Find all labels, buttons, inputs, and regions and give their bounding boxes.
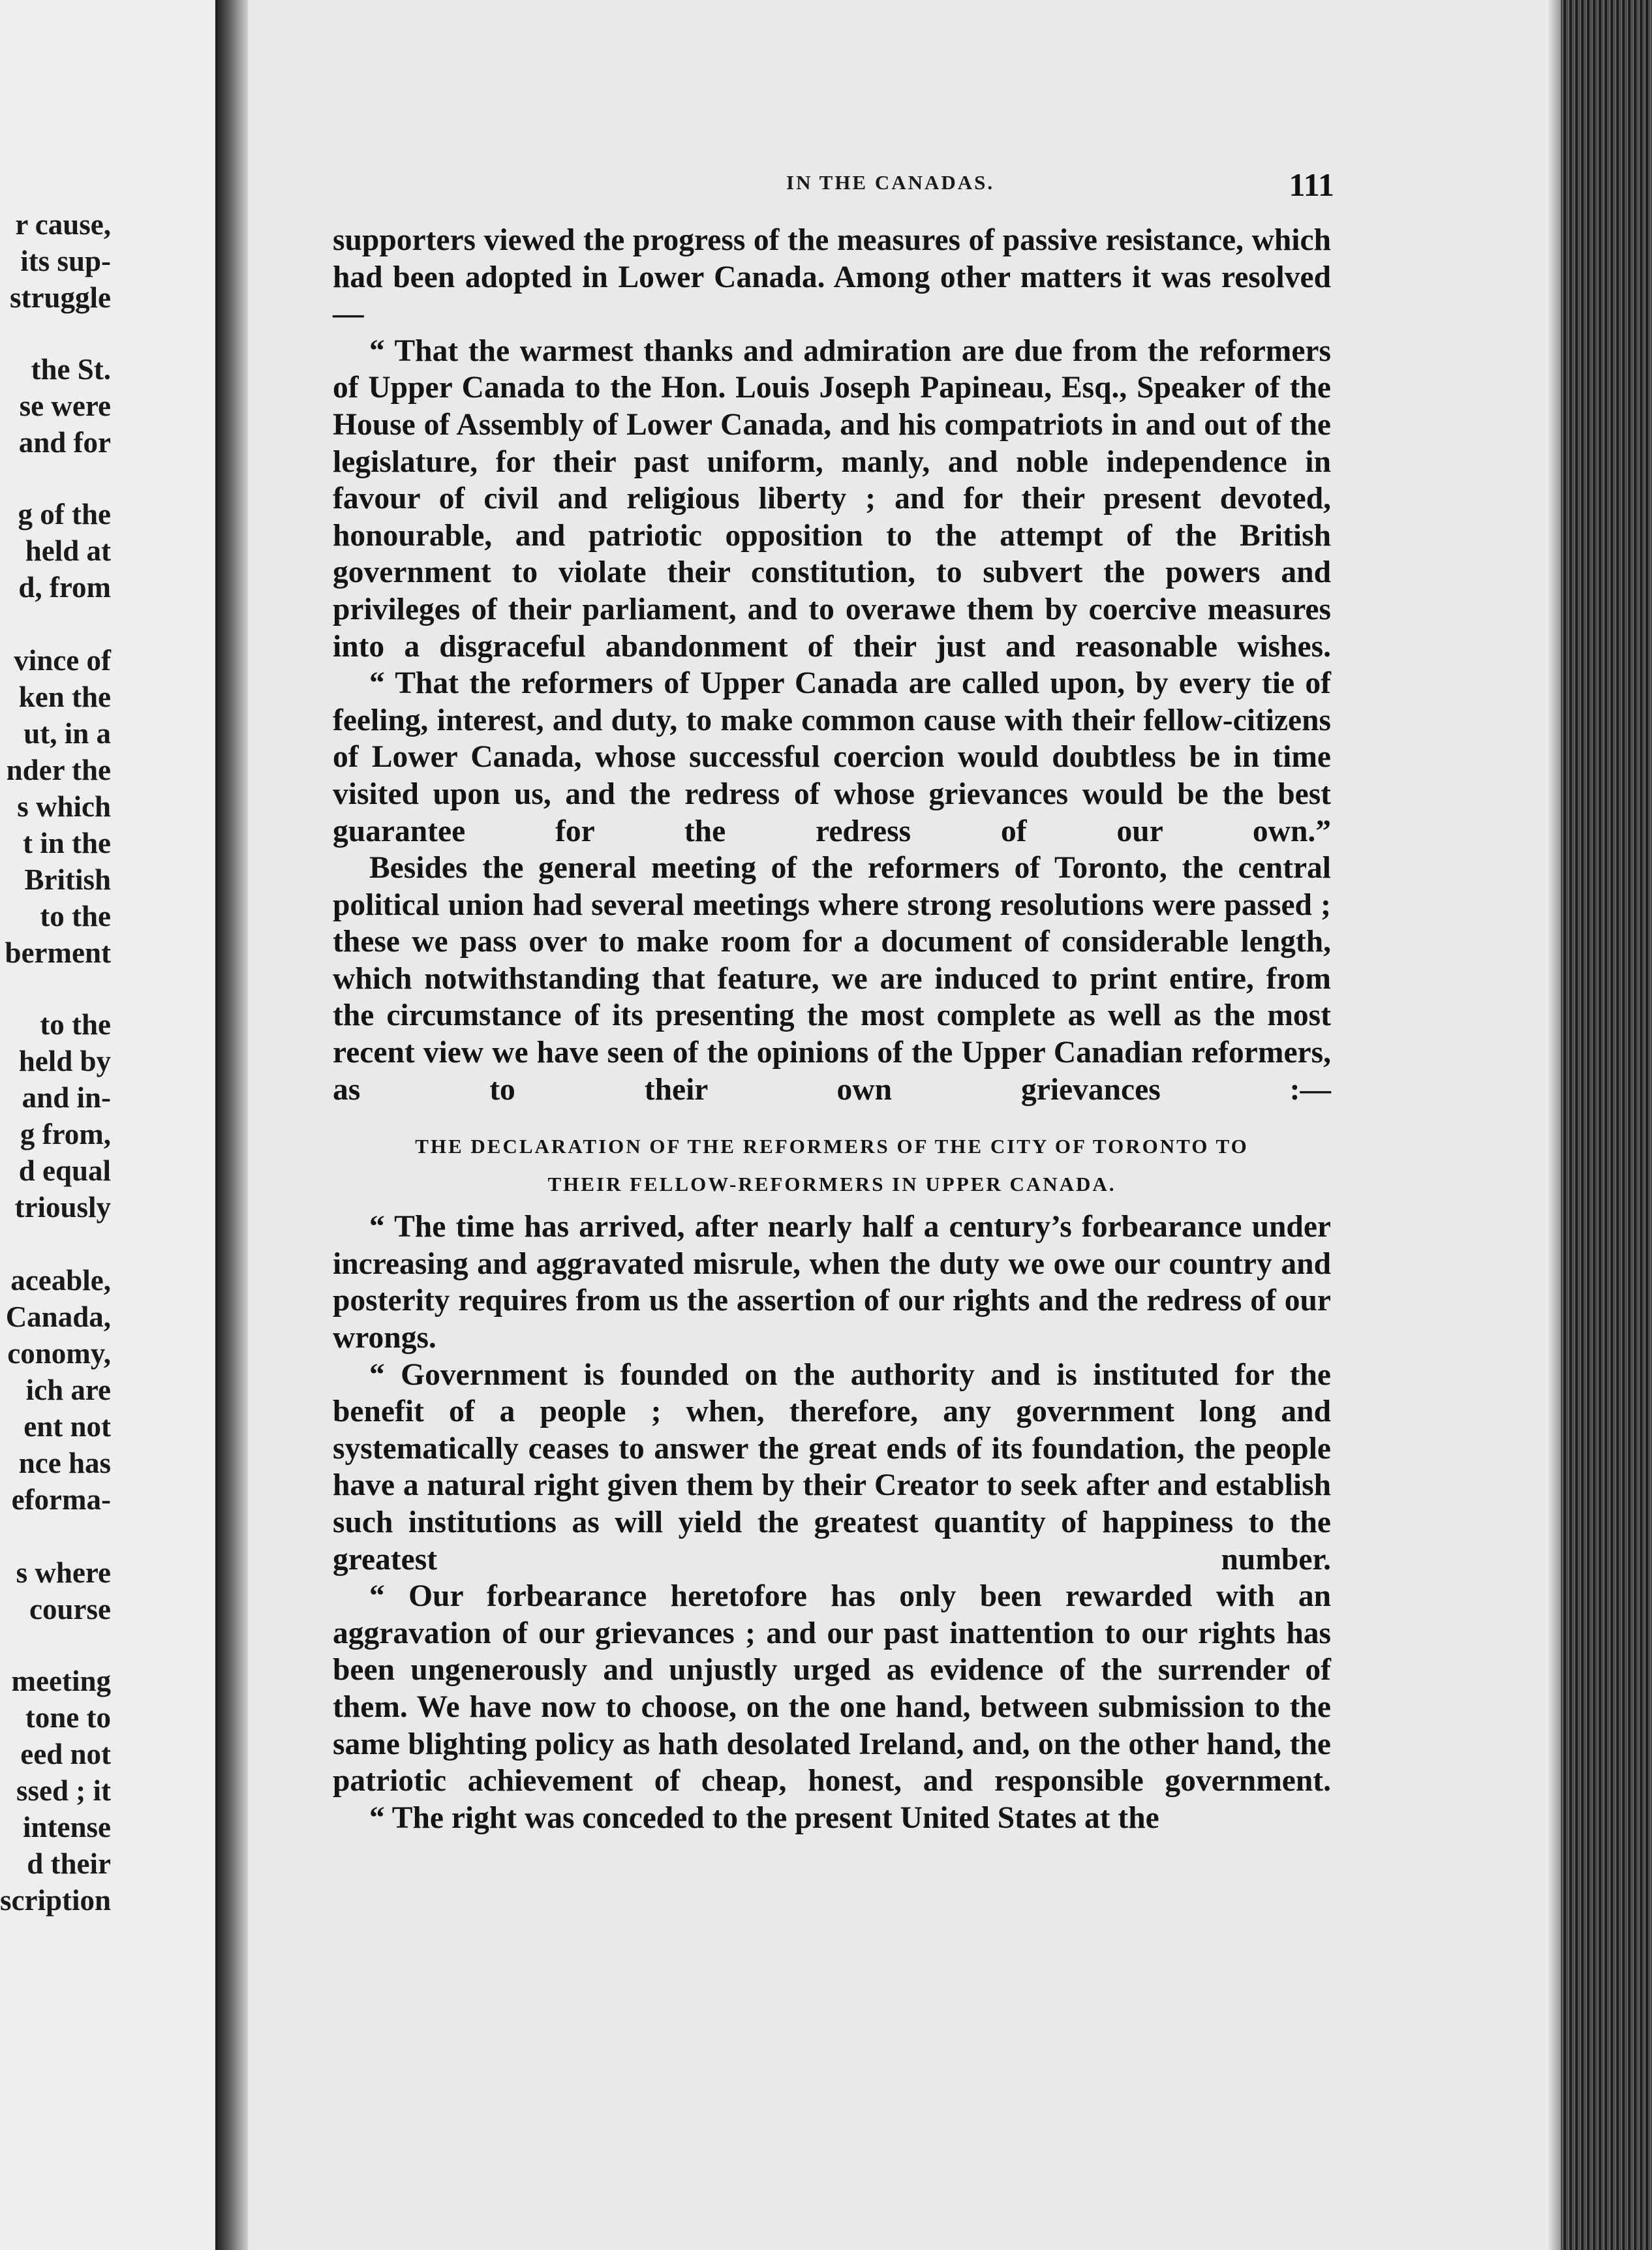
paragraph: “ Our forbearance heretofore has only been rewarded with an aggravation of our grievances ; and our past inattention to our rights has been ungenerously and unjustly urged as evidence of the surrender of them. We have now to choose, on the one hand, between submission to the same blighting policy as hath desolated Ireland, and, on the other hand, the patriotic achievement of cheap, honest, and responsible government. bbox=[333, 1579, 1331, 1798]
paragraph: “ That the reformers of Upper Canada are called upon, by every tie of feeling, interest, and duty, to make common cause with their fellow-citizens of Lower Canada, whose successful coercion would doubtless be in time visited upon us, and the redress of whose grievances would be the best guarantee for the redress of our own.” bbox=[333, 666, 1331, 848]
facing-page-text: t in the bbox=[23, 827, 111, 859]
facing-page-text: s where bbox=[16, 1556, 111, 1589]
page-number: 111 bbox=[1289, 166, 1334, 203]
facing-page-text: and in- bbox=[22, 1081, 111, 1114]
running-head: IN THE CANADAS. bbox=[786, 171, 995, 194]
facing-page-text: nce has bbox=[18, 1447, 111, 1479]
facing-page-text: eforma- bbox=[11, 1483, 111, 1516]
facing-page-text: British bbox=[24, 863, 111, 896]
paragraph: “ The time has arrived, after nearly half a century’s forbearance under increasing and aggravated misrule, when the duty we owe our country and posterity requires from us the assertion of our rights and the redress of our wrongs. bbox=[333, 1210, 1331, 1355]
declaration-title-line: THE DECLARATION OF THE REFORMERS OF THE CITY OF TORONTO TO bbox=[415, 1135, 1249, 1158]
facing-page-text: held by bbox=[18, 1045, 111, 1077]
facing-page-text: struggle bbox=[10, 281, 111, 314]
facing-page-text: vince of bbox=[14, 644, 111, 677]
paragraph: supporters viewed the progress of the measures of passive resistance, which had been adopted in Lower Canada. Among other matters it was resolved— bbox=[333, 223, 1331, 331]
facing-page-text: ich are bbox=[25, 1374, 111, 1406]
paragraph: “ The right was conceded to the present United States at the bbox=[369, 1800, 1159, 1835]
facing-page-text: intense bbox=[23, 1811, 111, 1843]
facing-page-text: ut, in a bbox=[23, 717, 111, 750]
facing-page-text: d their bbox=[27, 1847, 111, 1880]
facing-page-text: course bbox=[29, 1593, 111, 1626]
facing-page-text: d equal bbox=[18, 1154, 111, 1187]
body-text bbox=[333, 222, 1331, 1836]
facing-page-text: the St. bbox=[31, 353, 111, 386]
paragraph: “ That the warmest thanks and admiration are due from the reformers of Upper Canada to the Hon. Louis Joseph Papineau, Esq., Speaker of the House of Assembly of Lower Canada, and his compatriots in and out of the legislature, for their past uniform, manly, and noble independence in favour of civil and religious liberty ; and for their present devoted, honourable, and patriotic opposition to the attempt of the British government to violate their constitution, to subvert the powers and privileges of their parliament, and to overawe them by coercive measures into a disgraceful abandonment of their just and reasonable wishes. bbox=[333, 333, 1331, 664]
page-header bbox=[329, 166, 1334, 210]
facing-page-text: its sup- bbox=[20, 245, 111, 277]
facing-page-text: to the bbox=[40, 1008, 111, 1041]
page-edge-highlight bbox=[1546, 0, 1561, 2250]
facing-page-text: conomy, bbox=[7, 1337, 111, 1370]
facing-page-text: meeting bbox=[11, 1665, 111, 1697]
gutter-shadow bbox=[215, 0, 248, 2250]
facing-page-text: s which bbox=[17, 790, 111, 823]
facing-page-text: and for bbox=[18, 426, 111, 459]
facing-page-text: triously bbox=[14, 1191, 111, 1224]
facing-page-text: d, from bbox=[18, 571, 111, 604]
facing-page-text: aceable, bbox=[10, 1264, 111, 1297]
facing-page-text: g from, bbox=[20, 1118, 111, 1150]
facing-page-text: held at bbox=[25, 534, 111, 567]
facing-page-text: eed not bbox=[20, 1738, 111, 1770]
facing-page-text: ent not bbox=[23, 1410, 111, 1443]
paragraph: Besides the general meeting of the reformers of Toronto, the central political union had several meetings where strong resolutions were passed ; these we pass over to make room for a document of considerable length, which notwithstanding that feature, we are induced to print entire, from the circumstance of its presenting the most complete as well as the most recent view we have seen of the opinions of the Upper Canadian reformers, as to their own grievances :— bbox=[333, 851, 1331, 1107]
declaration-title-line: THEIR FELLOW-REFORMERS IN UPPER CANADA. bbox=[547, 1173, 1116, 1196]
facing-page-text: se were bbox=[19, 390, 111, 422]
facing-page-text: r cause, bbox=[15, 208, 111, 241]
facing-page-text: g of the bbox=[18, 498, 111, 531]
facing-page-text: berment bbox=[5, 936, 111, 969]
declaration-title bbox=[333, 1128, 1331, 1203]
facing-page-text: tone to bbox=[25, 1701, 111, 1734]
facing-page-text: scription bbox=[0, 1884, 111, 1917]
facing-page-fragment bbox=[0, 0, 215, 2250]
facing-page-text: to the bbox=[40, 900, 111, 932]
facing-page-text: nder the bbox=[6, 754, 111, 786]
facing-page-text: ssed ; it bbox=[16, 1774, 111, 1807]
facing-page-text: Canada, bbox=[5, 1301, 111, 1333]
facing-page-text: ken the bbox=[18, 681, 111, 713]
page-edges bbox=[1546, 0, 1652, 2250]
paragraph: “ Government is founded on the authority and is instituted for the benefit of a people ; when, therefore, any government long and systematically ceases to answer the great ends of its foundation, the people have a natural right given them by their Creator to seek after and establish such institutions as will yield the greatest quantity of happiness to the greatest number. bbox=[333, 1357, 1331, 1577]
